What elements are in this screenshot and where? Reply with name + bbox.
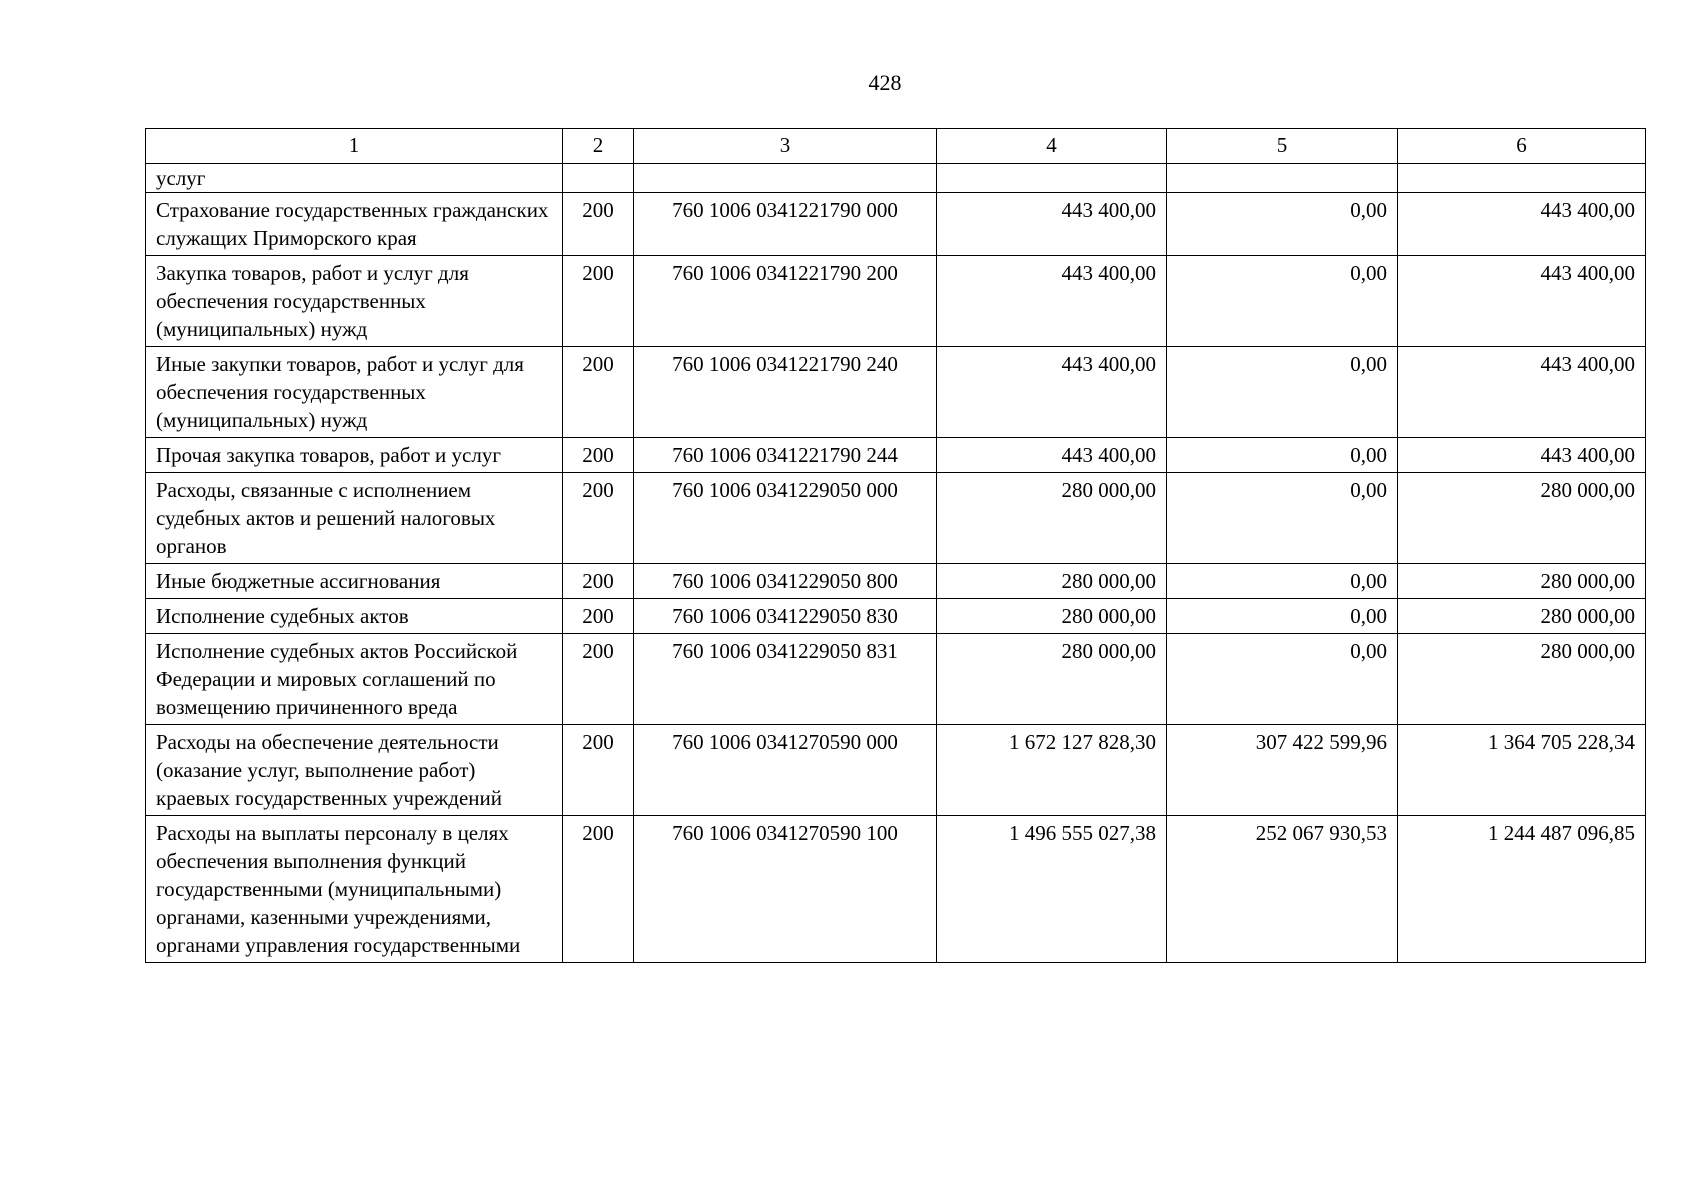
- row-col6-cell: 280 000,00: [1398, 599, 1646, 634]
- row-col6-cell: 443 400,00: [1398, 347, 1646, 438]
- row-code-cell: 760 1006 0341229050 830: [634, 599, 937, 634]
- row-col5-cell: 307 422 599,96: [1167, 725, 1398, 816]
- table-row: [146, 564, 1646, 599]
- column-header-5: 5: [1167, 129, 1398, 164]
- row-code-cell: 760 1006 0341270590 100: [634, 816, 937, 963]
- row-col5-cell: 0,00: [1167, 564, 1398, 599]
- row-col2-cell: 200: [563, 599, 634, 634]
- row-col4-cell: 1 672 127 828,30: [937, 725, 1167, 816]
- row-col6-cell: 280 000,00: [1398, 473, 1646, 564]
- row-code-cell: 760 1006 0341229050 831: [634, 634, 937, 725]
- row-col5-cell: 0,00: [1167, 634, 1398, 725]
- column-header-1: 1: [146, 129, 563, 164]
- continuation-text: услуг: [146, 164, 563, 193]
- row-name-cell: Исполнение судебных актов Российской Федерации и мировых соглашений по возмещению причиненного вреда: [146, 634, 563, 725]
- table-row: [146, 599, 1646, 634]
- table-row: [146, 193, 1646, 256]
- empty-cell: [1167, 164, 1398, 193]
- row-col2-cell: 200: [563, 347, 634, 438]
- row-code-cell: 760 1006 0341221790 200: [634, 256, 937, 347]
- row-col4-cell: 443 400,00: [937, 193, 1167, 256]
- row-col6-cell: 280 000,00: [1398, 564, 1646, 599]
- row-code-cell: 760 1006 0341221790 244: [634, 438, 937, 473]
- row-col4-cell: 443 400,00: [937, 256, 1167, 347]
- row-col6-cell: 280 000,00: [1398, 634, 1646, 725]
- row-col2-cell: 200: [563, 473, 634, 564]
- row-name-cell: Иные закупки товаров, работ и услуг для обеспечения государственных (муниципальных) нужд: [146, 347, 563, 438]
- row-col4-cell: 443 400,00: [937, 347, 1167, 438]
- row-name-cell: Прочая закупка товаров, работ и услуг: [146, 438, 563, 473]
- column-header-4: 4: [937, 129, 1167, 164]
- row-name-cell: Расходы, связанные с исполнением судебных актов и решений налоговых органов: [146, 473, 563, 564]
- column-header-2: 2: [563, 129, 634, 164]
- row-col4-cell: 280 000,00: [937, 473, 1167, 564]
- row-col4-cell: 443 400,00: [937, 438, 1167, 473]
- row-col5-cell: 0,00: [1167, 193, 1398, 256]
- row-name-cell: Иные бюджетные ассигнования: [146, 564, 563, 599]
- table-row: [146, 347, 1646, 438]
- row-col2-cell: 200: [563, 816, 634, 963]
- row-col5-cell: 252 067 930,53: [1167, 816, 1398, 963]
- row-col2-cell: 200: [563, 193, 634, 256]
- row-col5-cell: 0,00: [1167, 599, 1398, 634]
- table-row: [146, 634, 1646, 725]
- page-number: 428: [868, 70, 902, 95]
- empty-cell: [563, 164, 634, 193]
- row-col4-cell: 280 000,00: [937, 634, 1167, 725]
- row-col2-cell: 200: [563, 438, 634, 473]
- row-col6-cell: 1 364 705 228,34: [1398, 725, 1646, 816]
- row-code-cell: 760 1006 0341221790 000: [634, 193, 937, 256]
- row-name-cell: Страхование государственных гражданских служащих Приморского края: [146, 193, 563, 256]
- table-row: [146, 473, 1646, 564]
- row-name-cell: Закупка товаров, работ и услуг для обеспечения государственных (муниципальных) нужд: [146, 256, 563, 347]
- row-code-cell: 760 1006 0341270590 000: [634, 725, 937, 816]
- table-row: [146, 256, 1646, 347]
- row-col2-cell: 200: [563, 564, 634, 599]
- row-col4-cell: 1 496 555 027,38: [937, 816, 1167, 963]
- row-col5-cell: 0,00: [1167, 473, 1398, 564]
- row-name-cell: Расходы на обеспечение деятельности (оказание услуг, выполнение работ) краевых государственных учреждений: [146, 725, 563, 816]
- row-col2-cell: 200: [563, 634, 634, 725]
- row-name-cell: Расходы на выплаты персоналу в целях обеспечения выполнения функций государственными (муниципальными) органами, казенными учреждениями, органами управления государственными: [146, 816, 563, 963]
- budget-table: [145, 128, 1646, 963]
- row-col4-cell: 280 000,00: [937, 599, 1167, 634]
- table-row: [146, 438, 1646, 473]
- row-col2-cell: 200: [563, 256, 634, 347]
- empty-cell: [1398, 164, 1646, 193]
- table-row: [146, 816, 1646, 963]
- row-col6-cell: 443 400,00: [1398, 438, 1646, 473]
- header-row: [146, 129, 1646, 164]
- row-name-cell: Исполнение судебных актов: [146, 599, 563, 634]
- row-code-cell: 760 1006 0341229050 000: [634, 473, 937, 564]
- table-header: [146, 129, 1646, 164]
- row-col5-cell: 0,00: [1167, 347, 1398, 438]
- empty-cell: [937, 164, 1167, 193]
- continuation-row: [146, 164, 1646, 193]
- row-col5-cell: 0,00: [1167, 438, 1398, 473]
- row-col6-cell: 443 400,00: [1398, 256, 1646, 347]
- row-col2-cell: 200: [563, 725, 634, 816]
- row-code-cell: 760 1006 0341229050 800: [634, 564, 937, 599]
- column-header-6: 6: [1398, 129, 1646, 164]
- table-body: [146, 164, 1646, 963]
- row-col6-cell: 1 244 487 096,85: [1398, 816, 1646, 963]
- row-col6-cell: 443 400,00: [1398, 193, 1646, 256]
- row-col4-cell: 280 000,00: [937, 564, 1167, 599]
- row-col5-cell: 0,00: [1167, 256, 1398, 347]
- empty-cell: [634, 164, 937, 193]
- column-header-3: 3: [634, 129, 937, 164]
- table-row: [146, 725, 1646, 816]
- row-code-cell: 760 1006 0341221790 240: [634, 347, 937, 438]
